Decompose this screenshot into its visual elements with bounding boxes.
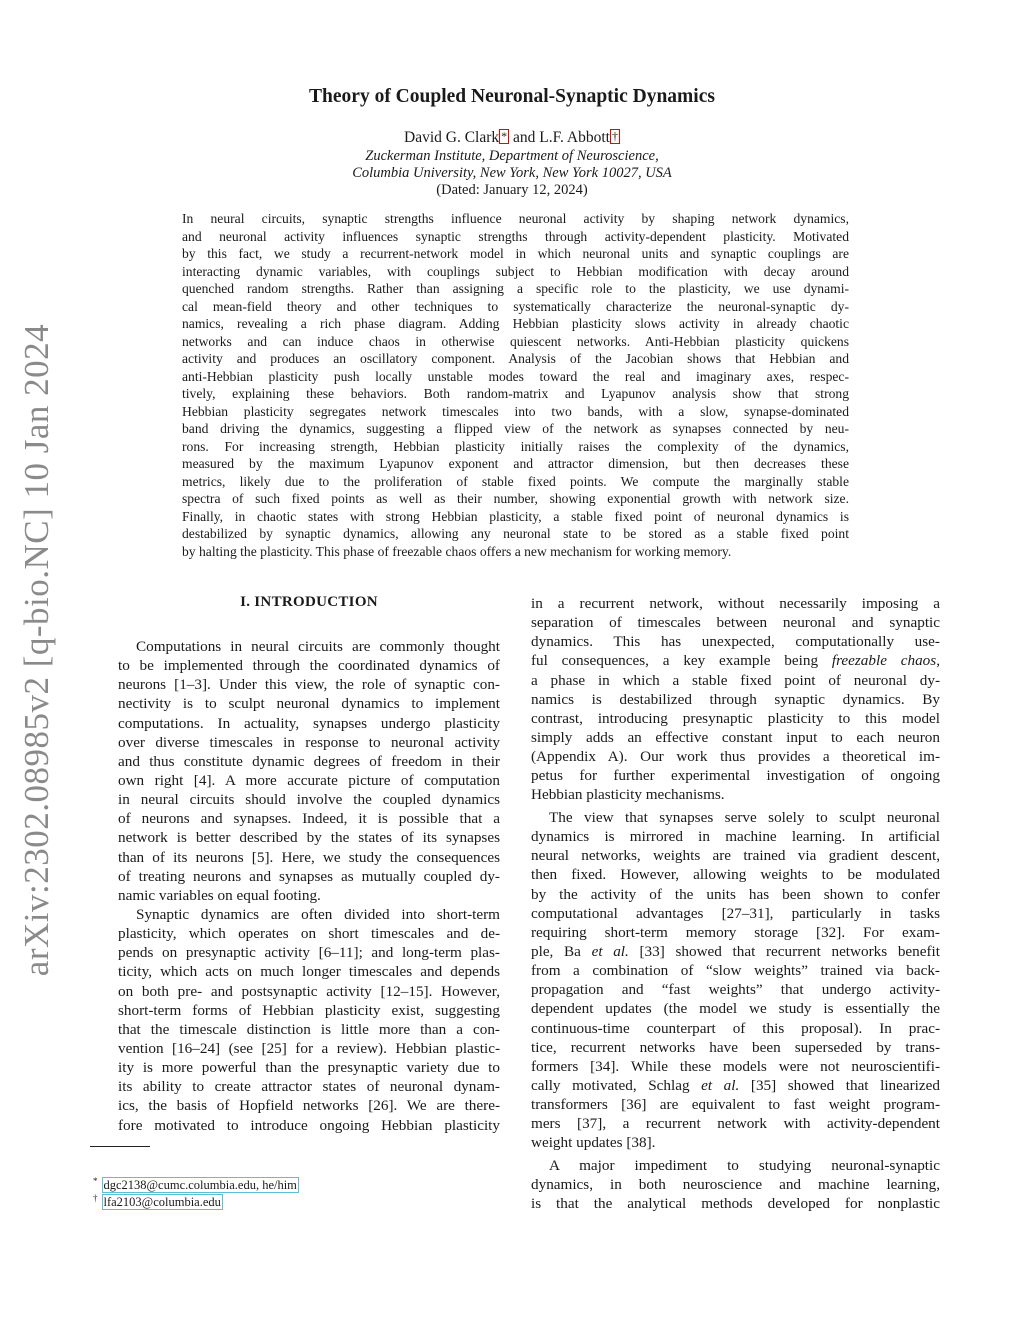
text-line: separation of timescales between neuronal and synaptic [531,614,940,632]
text-line: petus for further experimental investigation of ongoing [531,767,940,785]
text-line: then fixed. However, allowing weights to be modulated [531,866,940,884]
text-line: contrast, introducing presynaptic plasticity to this model [531,709,940,727]
text-line: ity is more powerful than the presynaptic variety due to [118,1059,500,1077]
text-line: rons. For increasing strength, Hebbian plasticity initially raises the complexity of the dynamics, [182,438,849,454]
text-line: neural networks, weights are trained via gradient descent, [531,847,940,865]
text-line: transformers [36] are equivalent to fast weight program- [531,1096,940,1114]
text-line: Hebbian plasticity segregates network timescales into two bands, with a slow, synapse-dominated [182,403,849,419]
text-line: a phase in which a stable fixed point of neuronal dy- [531,671,940,689]
text-line: fore motivated to introduce ongoing Hebbian plasticity [118,1116,500,1134]
text-line: neurons [1–3]. Under this view, the role of synaptic con- [118,676,500,694]
footnote [93,1176,299,1193]
text-line: A major impediment to studying neuronal-synaptic [549,1157,940,1174]
text-line: (Appendix A). Our work thus provides a theoretical im- [531,748,940,766]
paragraph [118,637,500,905]
text-line: networks and can induce chaos in otherwise quiescent networks. Anti-Hebbian plasticity quickens [182,333,849,349]
footnote-link[interactable]: † [611,129,618,143]
text-line: ple, Ba et al. [33] showed that recurrent networks benefit [531,942,940,960]
text-line: and neuronal activity influences synaptic strengths through activity-dependent plasticity. Motivated [182,228,849,244]
author-list [0,129,1024,147]
text-line: cally motivated, Schlag et al. [35] showed that linearized [531,1076,940,1094]
text-line: from a combination of “slow weights” trained via back- [531,962,940,980]
text-line: by this fact, we study a recurrent-network model in which neuronal units and synaptic couplings are [182,246,849,261]
text-line: in a recurrent network, without necessarily imposing a [531,595,940,612]
text-line: interacting dynamic variables, with couplings subject to Hebbian modification with decay around [182,263,849,279]
text-line: namics is destabilized through synaptic dynamics. By [531,690,940,708]
paragraph [531,808,940,1153]
date-line: (Dated: January 12, 2024) [436,182,588,198]
affiliation-line: Zuckerman Institute, Department of Neuroscience, [365,148,659,164]
author-name: L.F. Abbott [539,129,610,146]
footnote-mark: † [93,1193,98,1203]
footnote-mark: * [93,1176,98,1186]
text-line: own right [4]. A more accurate picture of computation [118,771,500,789]
footnote-rule [90,1146,150,1147]
text-line: The view that synapses serve solely to sculpt neuronal [549,809,940,826]
text-line: tice, recurrent networks have been superseded by trans- [531,1038,940,1056]
text-line: metrics, likely due to the proliferation of stable fixed points. We compute the marginally stable [182,473,849,489]
text-line: namics, revealing a rich phase diagram. Adding Hebbian plasticity slows activity in already chaotic [182,316,849,331]
paragraph [531,594,940,805]
text-line: than of its neurons [5]. Here, we study the consequences [118,848,500,866]
affiliation-line: Columbia University, New York, New York 10027, USA [352,165,672,181]
email-link[interactable]: lfa2103@columbia.edu [103,1195,221,1210]
text-line: namic variables on equal footing. [118,886,321,904]
text-line: is that the analytical methods developed for nonplastic [531,1195,940,1213]
text-line: formers [34]. While these models were not neuroscientifi- [531,1057,940,1075]
text-line: dynamics is mirrored in machine learning. In artificial [531,828,940,846]
arxiv-side-stamp: arXiv:2302.08985v2 [q-bio.NC] 10 Jan 2024 [17,323,56,977]
text-line: continuous-time counterpart of this proposal). In prac- [531,1019,940,1037]
text-line: to be implemented through the coordinated dynamics of [118,657,500,675]
text-line: dynamics, in both neuroscience and machine learning, [531,1176,940,1194]
text-line: plasticity, which operates on short timescales and de- [118,925,500,943]
abstract [182,210,849,560]
text-line: In neural circuits, synaptic strengths influence neuronal activity by shaping network dynamics, [182,211,849,226]
paragraph [531,1156,940,1213]
text-line: network is better described by the states of its synapses [118,829,500,847]
section-heading: I. INTRODUCTION [240,594,378,610]
text-line: anti-Hebbian plasticity push locally unstable modes toward the real and imaginary axes, respec- [182,368,849,384]
email-link[interactable]: dgc2138@cumc.columbia.edu, he/him [103,1178,297,1193]
text-line: in neural circuits should involve the coupled dynamics [118,791,500,809]
text-line: of neurons and synapses. Indeed, it is possible that a [118,810,500,828]
text-line: quenched random strengths. Rather than assigning a specific role to the plasticity, we use dynami- [182,281,849,296]
text-line: pends on presynaptic activity [6–11]; and long-term plas- [118,944,500,962]
text-line: tively, explaining these behaviors. Both random-matrix and Lyapunov analysis show that strong [182,386,849,401]
text-line: Hebbian plasticity mechanisms. [531,786,725,804]
text-line: band driving the dynamics, suggesting a flipped view of the network as synapses connected by neu- [182,421,849,436]
text-line: that the timescale distinction is little more than a con- [118,1020,500,1038]
text-line: ful consequences, a key example being freezable chaos, [531,652,940,670]
paper-title: Theory of Coupled Neuronal-Synaptic Dynamics [309,86,715,107]
text-line: by the activity of the units has been shown to confer [531,885,940,903]
author-separator: and [509,129,540,146]
text-line: its ability to create attractor states of neuronal dynam- [118,1078,500,1096]
text-line: on both pre- and postsynaptic activity [12–15]. However, [118,982,500,1000]
text-line: requiring short-term memory storage [32]. For exam- [531,923,940,941]
text-line: and thus constitute dynamic degrees of freedom in their [118,752,500,770]
text-line: vention [16–24] (see [25] for a review). Hebbian plastic- [118,1039,500,1057]
text-line: ics, the basis of Hopfield networks [26]. We are there- [118,1097,500,1115]
author-name: David G. Clark [404,129,500,146]
text-line: Finally, in chaotic states with strong Hebbian plasticity, a stable fixed point of neuronal dynamics is [182,508,849,524]
text-line: spectra of such fixed points as well as their number, showing exponential growth with network size. [182,491,849,506]
text-line: of treating neurons and synapses as mutually coupled dy- [118,867,500,885]
text-line: over diverse timescales in response to neuronal activity [118,733,500,751]
text-line: short-term forms of Hebbian plasticity exist, suggesting [118,1001,500,1019]
text-line: activity and produces an oscillatory component. Analysis of the Jacobian shows that Hebbian and [182,351,849,366]
text-line: dynamics. This has unexpected, computationally use- [531,633,940,651]
text-line: cal mean-field theory and other techniques to systematically characterize the neuronal-synaptic dy- [182,298,849,314]
text-line: propagation and “fast weights” that undergo activity- [531,981,940,999]
text-line: measured by the maximum Lyapunov exponent and attractor dimension, but then decreases these [182,456,849,471]
text-line: ticity, which acts on much longer timescales and depends [118,963,500,981]
footnote-link[interactable]: * [501,129,508,143]
text-line: weight updates [38]. [531,1134,656,1152]
text-line: computational advantages [27–31], particularly in tasks [531,904,940,922]
text-line: mers [37], a recurrent network with activity-dependent [531,1115,940,1133]
text-line: destabilized by synaptic dynamics, allowing any neuronal state to be stored as a stable fixed point [182,526,849,541]
text-line: computations. In actuality, synapses undergo plasticity [118,714,500,732]
text-line: Computations in neural circuits are commonly thought [136,638,500,655]
text-line: dependent updates (the model we study is essentially the [531,1000,940,1018]
text-line: Synaptic dynamics are often divided into short-term [136,906,500,923]
footnote [93,1193,223,1210]
text-line: nectivity is to sculpt neuronal dynamics to implement [118,695,500,713]
paragraph [118,905,500,1135]
text-line: simply adds an effective constant input to each neuron [531,728,940,746]
text-line: by halting the plasticity. This phase of freezable chaos offers a new mechanism for working memory. [182,543,732,559]
